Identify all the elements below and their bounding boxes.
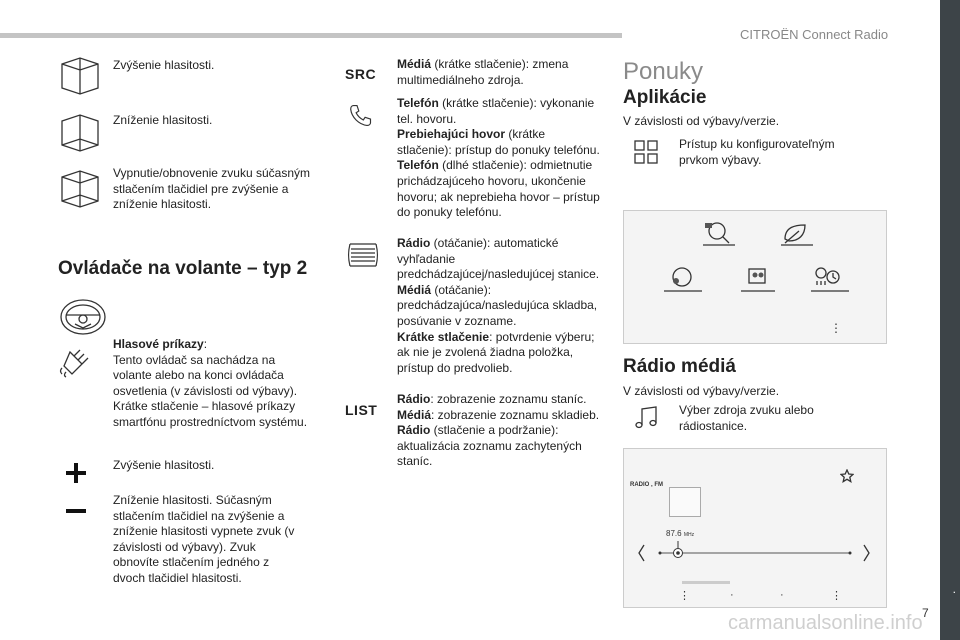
plus-text: Zvýšenie hlasitosti. xyxy=(113,458,215,472)
radio-title: Rádio médiá xyxy=(623,356,736,377)
src-label: SRC xyxy=(345,66,377,82)
list-desc-3: (stlačenie a podržanie): aktualizácia zoznamu zachytených staníc. xyxy=(397,423,582,469)
volume-up-text: Zvýšenie hlasitosti. xyxy=(113,58,215,72)
apps-grid-icon xyxy=(633,139,659,165)
thumbwheel-text xyxy=(397,236,603,376)
list-desc-2: : zobrazenie zoznamu skladieb. xyxy=(431,407,600,422)
steering-control-icon xyxy=(58,54,102,98)
src-desc: (krátke stlačenie): zmena multimediálneho zdroja. xyxy=(397,57,569,87)
header-title: CITROËN Connect Radio xyxy=(740,27,889,42)
tel-bold-3: Telefón xyxy=(397,158,439,173)
sidebar-bar xyxy=(940,0,960,640)
eco-leaf-icon xyxy=(777,219,813,247)
phone-text xyxy=(397,96,603,221)
tel-desc-2: (krátke stlačenie): prístup do ponuky telefónu. xyxy=(397,127,600,157)
frequency-value: 87.6 xyxy=(666,529,682,538)
minus-icon xyxy=(64,507,88,515)
station-art xyxy=(669,487,701,517)
phone-icon xyxy=(348,102,376,130)
connected-nav-icon xyxy=(701,219,735,247)
list-text xyxy=(397,392,603,470)
apps-desc: Prístup ku konfigurovateľným prvkom výbavy. xyxy=(679,137,835,167)
rot-desc-2: (otáčanie): predchádzajúca/nasledujúca skladba, posúvanie v zozname. xyxy=(397,282,598,328)
list-desc-1: : zobrazenie zoznamu staníc. xyxy=(430,392,587,406)
voice-commands-text: Tento ovládač sa nachádza na volante alebo na konci ovládača osvetlenia (v závislosti od výbavy). Krátke stlačenie – hlasové príkazy smartfónu prostredníctvom systému. xyxy=(113,352,308,429)
page-title: Ponuky xyxy=(623,58,704,85)
sidebar-dot: . xyxy=(952,582,956,596)
voice-commands-title: Hlasové príkazy xyxy=(113,337,204,351)
voice-commands-block: Hlasové príkazy: Tento ovládač sa nachádza na volante alebo na konci ovládača osvetlenia (v závislosti od výbavy). Krátke stlačenie – hlasové príkazy smartfónu prostredníctvom systému. xyxy=(113,337,308,429)
timer-fan-icon xyxy=(809,265,849,293)
voice-command-icon xyxy=(58,344,98,378)
section-title-steering: Ovládače na volante – typ 2 xyxy=(58,258,308,279)
steering-wheel-icon xyxy=(59,298,107,336)
more-menu-icon[interactable]: ⋮ xyxy=(831,590,842,602)
steering-control-icon xyxy=(58,167,102,211)
tel-desc-3: (dlhé stlačenie): odmietnutie prichádzajúceho hovoru, ukončenie hovoru; ak neprebieha hovor – prístup do ponuky telefónu. xyxy=(397,158,600,220)
plus-icon xyxy=(64,461,88,485)
rot-bold-2: Médiá xyxy=(397,282,432,297)
music-note-icon xyxy=(634,405,660,431)
frequency-readout xyxy=(666,529,694,538)
src-text xyxy=(397,57,602,88)
radio-screen xyxy=(623,448,887,608)
header-rule xyxy=(0,33,622,38)
settings-gauge-icon xyxy=(662,265,702,293)
list-bold-1: Rádio xyxy=(397,392,431,406)
apps-title: Aplikácie xyxy=(623,87,707,108)
tel-bold-1: Telefón xyxy=(397,96,439,110)
thumbwheel-icon xyxy=(347,240,379,270)
radio-band-label: RADIO , FM xyxy=(630,482,663,488)
page-indicator xyxy=(682,581,730,584)
rot-bold-1: Rádio xyxy=(397,236,431,250)
volume-down-text: Zníženie hlasitosti. xyxy=(113,113,213,127)
list-bold-2: Médiá xyxy=(397,407,432,422)
rot-desc-3: : potvrdenie výberu; ak nie je zvolená žiadna položka, prístup do predvolieb. xyxy=(397,329,595,375)
more-menu-icon[interactable]: ⋮ xyxy=(830,321,842,335)
favorite-star-icon[interactable] xyxy=(840,469,854,483)
list-bold-3: Rádio xyxy=(397,423,431,438)
steering-control-icon xyxy=(58,111,102,155)
apps-screen xyxy=(623,210,887,344)
radio-intro: V závislosti od výbavy/verzie. xyxy=(623,384,780,398)
list-label: LIST xyxy=(345,402,378,418)
page-number: 7 xyxy=(922,606,929,620)
dot-button[interactable]: · xyxy=(780,589,784,601)
tuning-scale[interactable] xyxy=(638,541,870,565)
minus-text: Zníženie hlasitosti. Súčasným stlačením tlačidiel na zvýšenie a zníženie hlasitosti vypnete zvuk (v závislosti od výbavy). Zvuk obnovíte stlačením jedného z dvoch tlačidiel hlasitosti. xyxy=(113,493,295,585)
contacts-card-icon xyxy=(739,265,775,293)
radio-desc: Výber zdroja zvuku alebo rádiostanice. xyxy=(679,403,814,433)
dot-button[interactable]: · xyxy=(730,589,734,601)
tel-desc-1: (krátke stlačenie): vykonanie tel. hovoru. xyxy=(397,96,595,126)
watermark: carmanualsonline.info xyxy=(728,612,923,634)
rot-desc-1: (otáčanie): automatické vyhľadanie predchádzajúcej/nasledujúcej stanice. xyxy=(397,236,600,282)
apps-intro: V závislosti od výbavy/verzie. xyxy=(623,114,780,128)
more-menu-icon[interactable]: ⋮ xyxy=(679,590,690,602)
rot-bold-3: Krátke stlačenie xyxy=(397,329,490,344)
frequency-unit: MHz xyxy=(683,532,695,538)
src-bold: Médiá xyxy=(397,57,432,71)
tel-bold-2: Prebiehajúci hovor xyxy=(397,127,506,142)
mute-text: Vypnutie/obnovenie zvuku súčasným stlačením tlačidiel pre zvýšenie a zníženie hlasitosti. xyxy=(113,166,311,212)
